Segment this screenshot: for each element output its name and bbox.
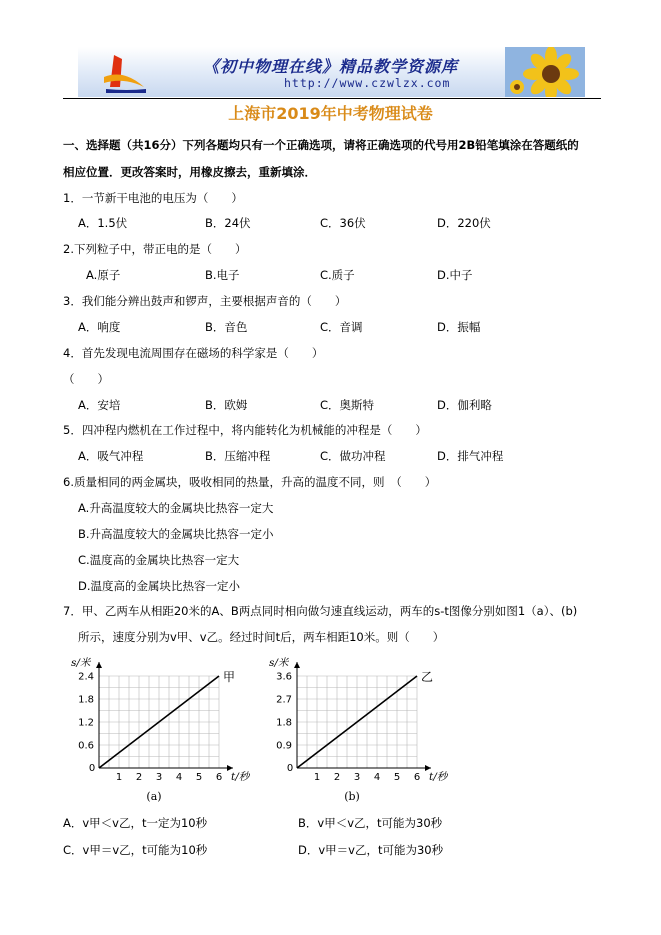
x-tick-label: 3 <box>353 772 361 783</box>
x-tick-label: 0 <box>88 763 96 774</box>
y-tick-label: 2.4 <box>78 671 94 683</box>
question-7-option-d: D．v甲＝v乙，t可能为30秒 <box>298 843 444 857</box>
x-tick-label: 4 <box>175 772 183 783</box>
question-6-option-b: B.升高温度较大的金属块比热容一定小 <box>78 527 274 541</box>
question-7-stem: 7．甲、乙两车从相距20米的A、B两点同时相向做匀速直线运动，两车的s-t图像分别如图1（a）、(b) <box>63 604 578 618</box>
x-tick-label: 6 <box>215 772 223 783</box>
x-tick-label: 4 <box>373 772 381 783</box>
series-label: 乙 <box>421 670 434 684</box>
series-label: 甲 <box>223 670 236 684</box>
y-axis-arrow <box>294 662 300 668</box>
x-tick-label: 3 <box>155 772 163 783</box>
question-2-stem: 2.下列粒子中，带正电的是（ ） <box>63 242 247 256</box>
question-4-extra: （ ） <box>63 372 109 386</box>
y-tick-label: 1.8 <box>276 717 292 729</box>
x-tick-label: 1 <box>115 772 123 783</box>
chart-a <box>66 648 256 808</box>
question-2-option-c: C.质子 <box>320 268 355 282</box>
question-1-option-d: D．220伏 <box>437 216 491 230</box>
question-5-option-a: A．吸气冲程 <box>78 449 144 463</box>
x-tick-label: 5 <box>195 772 203 783</box>
section-instruction-line1: 一、选择题（共16分）下列各题均只有一个正确选项，请将正确选项的代号用2B铅笔填涂在答题纸的 <box>63 138 579 152</box>
x-tick-label: 6 <box>413 772 421 783</box>
x-tick-label: 2 <box>333 772 341 783</box>
section-instruction-line2: 相应位置．更改答案时，用橡皮擦去，重新填涂． <box>63 165 316 179</box>
x-axis-label: t/秒 <box>429 771 448 783</box>
y-tick-label: 0.6 <box>78 740 94 752</box>
x-tick-label: 0 <box>286 763 294 774</box>
x-tick-label: 2 <box>135 772 143 783</box>
question-6-option-a: A.升高温度较大的金属块比热容一定大 <box>78 501 274 515</box>
header-rule <box>63 98 601 99</box>
question-4-option-c: C．奥斯特 <box>320 398 375 412</box>
question-6-option-c: C.温度高的金属块比热容一定大 <box>78 553 240 567</box>
y-tick-label: 1.2 <box>78 717 94 729</box>
logo-icon <box>100 47 150 97</box>
header-banner <box>78 47 585 97</box>
chart-caption: (a) <box>146 790 162 803</box>
question-4-option-d: D．伽利略 <box>437 398 492 412</box>
question-4-option-a: A．安培 <box>78 398 121 412</box>
question-6-stem: 6.质量相同的两金属块，吸收相同的热量，升高的温度不同，则 （ ） <box>63 475 437 489</box>
y-tick-label: 3.6 <box>276 671 292 683</box>
banner-url: http://www.czwlzx.com <box>284 76 451 90</box>
question-4-stem: 4．首先发现电流周围存在磁场的科学家是（ ） <box>63 346 324 360</box>
question-7-option-b: B．v甲＜v乙，t可能为30秒 <box>298 816 443 830</box>
question-7-option-c: C．v甲＝v乙，t可能为10秒 <box>63 843 208 857</box>
question-5-stem: 5．四冲程内燃机在工作过程中，将内能转化为机械能的冲程是（ ） <box>63 423 427 437</box>
question-3-option-a: A．响度 <box>78 320 121 334</box>
question-1-stem: 1．一节新干电池的电压为（ ） <box>63 191 243 205</box>
banner-slogan: 《初中物理在线》精品教学资源库 <box>203 57 459 76</box>
question-5-option-d: D．排气冲程 <box>437 449 504 463</box>
question-5-option-c: C．做功冲程 <box>320 449 386 463</box>
question-2-option-a: A.原子 <box>86 268 121 282</box>
question-6-option-d: D.温度高的金属块比热容一定小 <box>78 579 241 593</box>
question-3-option-c: C．音调 <box>320 320 363 334</box>
question-3-option-d: D．振幅 <box>437 320 481 334</box>
x-tick-label: 1 <box>313 772 321 783</box>
question-2-option-b: B.电子 <box>205 268 240 282</box>
page-title: 上海市2019年中考物理试卷 <box>228 104 433 123</box>
chart-caption: (b) <box>344 790 360 803</box>
question-1-option-b: B．24伏 <box>205 216 251 230</box>
question-2-option-d: D.中子 <box>437 268 473 282</box>
y-tick-label: 0.9 <box>276 740 292 752</box>
question-5-option-b: B．压缩冲程 <box>205 449 271 463</box>
y-tick-label: 1.8 <box>78 694 94 706</box>
question-1-option-c: C．36伏 <box>320 216 366 230</box>
x-axis-label: t/秒 <box>231 771 250 783</box>
question-3-stem: 3．我们能分辨出鼓声和锣声，主要根据声音的（ ） <box>63 294 347 308</box>
x-tick-label: 5 <box>393 772 401 783</box>
y-tick-label: 2.7 <box>276 694 292 706</box>
y-axis-arrow <box>96 662 102 668</box>
chart-b <box>264 648 454 808</box>
question-7-stem-line2: 所示，速度分别为v甲、v乙。经过时间t后，两车相距10米。则（ ） <box>78 630 445 644</box>
question-4-option-b: B．欧姆 <box>205 398 248 412</box>
y-axis-label: s/米 <box>71 657 91 669</box>
y-axis-label: s/米 <box>269 657 289 669</box>
question-3-option-b: B．音色 <box>205 320 248 334</box>
question-1-option-a: A．1.5伏 <box>78 216 128 230</box>
sunflower-icon <box>505 47 585 97</box>
question-7-option-a: A．v甲＜v乙，t一定为10秒 <box>63 816 208 830</box>
